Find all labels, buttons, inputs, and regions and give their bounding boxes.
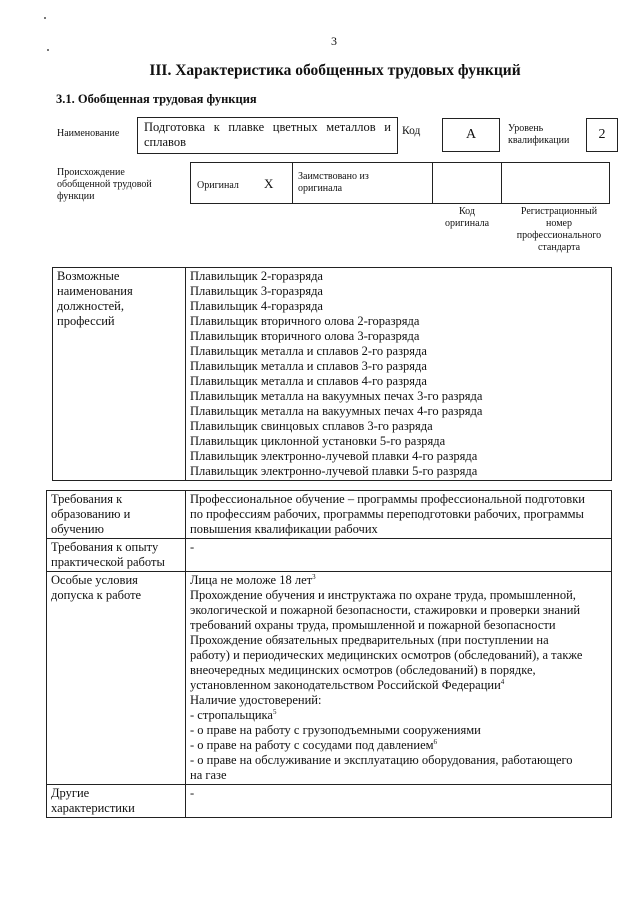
caption-line: стандарта bbox=[537, 242, 581, 253]
function-name-line: сплавов bbox=[144, 135, 186, 149]
experience-label-line: Требования к опыту bbox=[51, 540, 159, 554]
section-title: III. Характеристика обобщенных трудовых функций bbox=[149, 62, 521, 79]
borrowed-label bbox=[298, 171, 428, 195]
origin-label-line: Происхождение bbox=[57, 167, 125, 178]
position-item: Плавильщик свинцовых сплавов 3-го разряда bbox=[190, 419, 433, 433]
special-line: на газе bbox=[190, 768, 227, 782]
caption-line: Код bbox=[459, 206, 475, 217]
positions-label-cell bbox=[53, 268, 186, 481]
position-item: Плавильщик вторичного олова 2-горазряда bbox=[190, 314, 420, 328]
special-label-cell bbox=[47, 572, 186, 785]
special-line: Прохождение обучения и инструктажа по охране труда, промышленной, bbox=[190, 588, 576, 602]
education-label-line: обучению bbox=[51, 522, 104, 536]
positions-label-line: наименования bbox=[57, 284, 133, 298]
original-cell bbox=[191, 163, 293, 203]
special-line: - о праве на обслуживание и эксплуатацию оборудования, работающего bbox=[190, 753, 573, 767]
experience-label-cell bbox=[47, 539, 186, 572]
code-value: А bbox=[442, 118, 500, 152]
special-value-cell bbox=[186, 572, 612, 785]
level-label-line: квалификации bbox=[508, 135, 570, 146]
experience-value-cell bbox=[186, 539, 612, 572]
special-line bbox=[190, 678, 607, 693]
special-line: экологической и пожарной безопасности, стажировки и проверки знаний bbox=[190, 603, 581, 617]
special-line: Наличие удостоверений: bbox=[190, 693, 322, 707]
table-row bbox=[47, 539, 612, 572]
special-line-text: - стропальщика bbox=[190, 708, 273, 722]
position-item: Плавильщик металла и сплавов 2-го разряда bbox=[190, 344, 427, 358]
position-item: Плавильщик циклонной установки 5-го разряда bbox=[190, 434, 446, 448]
table-row bbox=[53, 268, 612, 481]
positions-label-line: профессий bbox=[57, 314, 115, 328]
function-name-box bbox=[137, 117, 398, 154]
special-line: - о праве на работу с грузоподъемными сооружениями bbox=[190, 723, 481, 737]
caption-original-code bbox=[432, 206, 502, 230]
origin-label-line: обобщенной трудовой bbox=[57, 179, 152, 190]
level-label-line: Уровень bbox=[508, 123, 544, 134]
origin-table bbox=[190, 162, 610, 204]
other-value: - bbox=[190, 786, 195, 800]
education-value-line: по профессиям рабочих, программы переподготовки рабочих, программы bbox=[190, 507, 584, 521]
education-label-cell bbox=[47, 491, 186, 539]
other-label-cell bbox=[47, 785, 186, 818]
special-line-text: - о праве на работу с сосудами под давлением bbox=[190, 738, 434, 752]
other-label-line: Другие bbox=[51, 786, 90, 800]
positions-label-line: должностей, bbox=[57, 299, 124, 313]
scan-dot bbox=[47, 49, 49, 51]
page-number: 3 bbox=[331, 34, 337, 48]
position-item: Плавильщик металла на вакуумных печах 4-го разряда bbox=[190, 404, 483, 418]
special-line: работу) и периодических медицинских осмотров (обследований), а также bbox=[190, 648, 583, 662]
caption-line: профессионального bbox=[516, 230, 602, 241]
education-label-line: Требования к bbox=[51, 492, 123, 506]
caption-registration-number bbox=[509, 206, 609, 254]
positions-list-cell bbox=[186, 268, 612, 481]
positions-table bbox=[52, 267, 612, 481]
position-item: Плавильщик 2-горазряда bbox=[190, 269, 323, 283]
special-line: Прохождение обязательных предварительных (при поступлении на bbox=[190, 633, 549, 647]
special-line bbox=[190, 708, 607, 723]
code-label: Код bbox=[402, 125, 421, 137]
registration-number-cell bbox=[502, 163, 611, 203]
education-label-line: образованию и bbox=[51, 507, 131, 521]
position-item: Плавильщик 3-горазряда bbox=[190, 284, 323, 298]
footnote-mark: 5 bbox=[272, 708, 277, 716]
table-row bbox=[47, 572, 612, 785]
special-line bbox=[190, 573, 607, 588]
name-label: Наименование bbox=[57, 128, 120, 139]
position-item: Плавильщик вторичного олова 3-горазряда bbox=[190, 329, 420, 343]
education-value-line: повышения квалификации рабочих bbox=[190, 522, 378, 536]
scan-dot bbox=[44, 17, 46, 19]
special-label-line: Особые условия bbox=[51, 573, 138, 587]
table-row bbox=[47, 785, 612, 818]
other-label-line: характеристики bbox=[51, 801, 135, 815]
origin-label-line: функции bbox=[57, 191, 95, 202]
position-item: Плавильщик металла на вакуумных печах 3-го разряда bbox=[190, 389, 483, 403]
caption-line: номер bbox=[546, 218, 572, 229]
special-label-line: допуска к работе bbox=[51, 588, 142, 602]
subsection-title: 3.1. Обобщенная трудовая функция bbox=[56, 92, 257, 106]
position-item: Плавильщик электронно-лучевой плавки 4-го разряда bbox=[190, 449, 478, 463]
footnote-mark: 6 bbox=[433, 738, 438, 746]
requirements-table bbox=[46, 490, 612, 818]
education-value-line: Профессиональное обучение – программы профессиональной подготовки bbox=[190, 492, 585, 506]
caption-line: Регистрационный bbox=[520, 206, 598, 217]
caption-line: оригинала bbox=[444, 218, 490, 229]
original-code-cell bbox=[433, 163, 502, 203]
special-line bbox=[190, 738, 607, 753]
borrowed-cell bbox=[293, 163, 433, 203]
position-item: Плавильщик металла и сплавов 3-го разряда bbox=[190, 359, 427, 373]
special-line: внеочередных медицинских осмотров (обследований) в порядке, bbox=[190, 663, 536, 677]
experience-label-line: практической работы bbox=[51, 555, 165, 569]
positions-label-line: Возможные bbox=[57, 269, 120, 283]
table-row bbox=[47, 491, 612, 539]
origin-label bbox=[57, 167, 177, 203]
original-label: Оригинал bbox=[197, 180, 239, 191]
footnote-mark: 3 bbox=[312, 573, 316, 581]
borrowed-label-line: оригинала bbox=[298, 183, 343, 194]
level-label bbox=[508, 123, 569, 147]
other-value-cell bbox=[186, 785, 612, 818]
position-item: Плавильщик электронно-лучевой плавки 5-го разряда bbox=[190, 464, 478, 478]
special-line: требований охраны труда, промышленной и пожарной безопасности bbox=[190, 618, 556, 632]
special-line-text: установленном законодательством Российской Федерации bbox=[190, 678, 501, 692]
education-value-cell bbox=[186, 491, 612, 539]
experience-value: - bbox=[190, 540, 195, 554]
special-line-text: Лица не моложе 18 лет bbox=[190, 573, 313, 587]
function-name-line: Подготовка к плавке цветных металлов и bbox=[144, 120, 391, 134]
level-value: 2 bbox=[586, 118, 618, 152]
position-item: Плавильщик металла и сплавов 4-го разряда bbox=[190, 374, 427, 388]
original-mark: X bbox=[264, 176, 274, 191]
position-item: Плавильщик 4-горазряда bbox=[190, 299, 323, 313]
borrowed-label-line: Заимствовано из bbox=[298, 171, 369, 182]
footnote-mark: 4 bbox=[500, 678, 505, 686]
